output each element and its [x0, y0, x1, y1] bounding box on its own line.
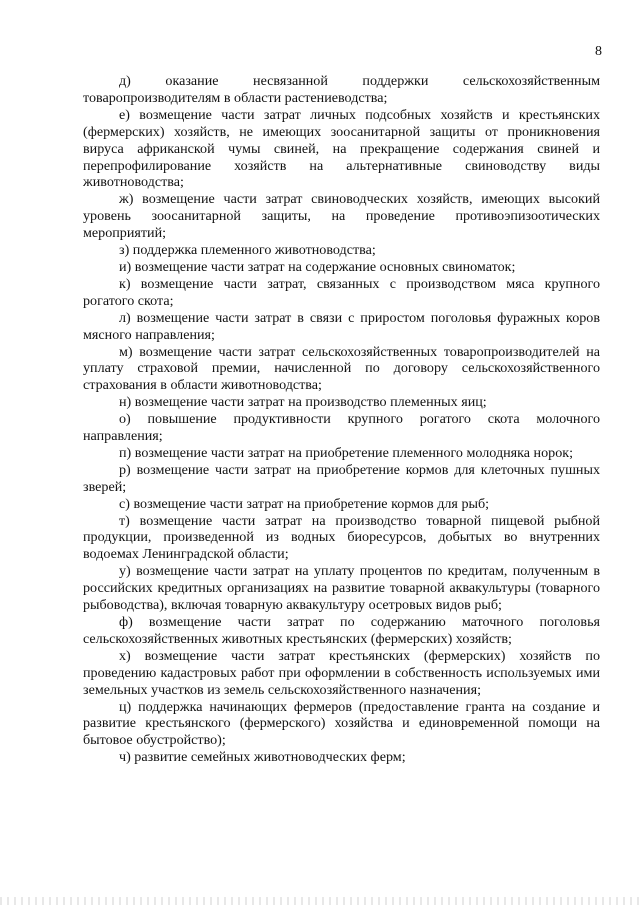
list-item-k: к) возмещение части затрат, связанных с производством мяса крупного рогатого скота;	[83, 275, 600, 309]
document-body	[83, 73, 600, 766]
list-item-zh: ж) возмещение части затрат свиноводческих хозяйств, имеющих высокий уровень зоосанитарной защиты, на проведение противоэпизоотических мероприятий;	[83, 191, 600, 242]
list-item-r: р) возмещение части затрат на приобретение кормов для клеточных пушных зверей;	[83, 461, 600, 495]
list-item-d: д) оказание несвязанной поддержки сельскохозяйственным товаропроизводителям в области растениеводства;	[83, 73, 600, 106]
list-item-u: у) возмещение части затрат на уплату процентов по кредитам, полученным в российских кредитных организациях на развитие товарной аквакультуры (товарного рыбоводства), включая товарную аквакультуру осетровых видов рыб;	[83, 563, 600, 614]
list-item-e: е) возмещение части затрат личных подсобных хозяйств и крестьянских (фермерских) хозяйств, не имеющих зоосанитарной защиты от проникновения вируса африканской чумы свиней, на прекращение содержания свиней и перепрофилирование хозяйств на альтернативные свиноводству виды животноводства;	[83, 106, 600, 191]
list-item-s: с) возмещение части затрат на приобретение кормов для рыб;	[119, 495, 490, 512]
list-item-l: л) возмещение части затрат в связи с приростом поголовья фуражных коров мясного направления;	[83, 309, 600, 343]
list-item-i: и) возмещение части затрат на содержание основных свиноматок;	[119, 258, 516, 275]
list-item-t: т) возмещение части затрат на производство товарной пищевой рыбной продукции, произведенной из водных биоресурсов, добытых во внутренних водоемах Ленинградской области;	[83, 512, 600, 563]
list-item-p: п) возмещение части затрат на приобретение племенного молодняка норок;	[119, 444, 574, 461]
page-number: 8	[595, 44, 602, 59]
list-item-ch: ч) развитие семейных животноводческих ферм;	[119, 749, 406, 766]
list-item-ts: ц) поддержка начинающих фермеров (предоставление гранта на создание и развитие крестьянского (фермерского) хозяйства и единовременной помощи на бытовое обустройство);	[83, 698, 600, 749]
list-item-o: о) повышение продуктивности крупного рогатого скота молочного направления;	[83, 411, 600, 445]
list-item-m: м) возмещение части затрат сельскохозяйственных товаропроизводителей на уплату страховой премии, начисленной по договору сельскохозяйственного страхования в области животноводства;	[83, 343, 600, 394]
scan-edge-artifact	[0, 897, 640, 905]
list-item-z: з) поддержка племенного животноводства;	[119, 242, 376, 259]
list-item-f: ф) возмещение части затрат по содержанию маточного поголовья сельскохозяйственных животных крестьянских (фермерских) хозяйств;	[83, 614, 600, 647]
list-item-kh: х) возмещение части затрат крестьянских (фермерских) хозяйств по проведению кадастровых работ при оформлении в собственность используемых ими земельных участков из земель сельскохозяйственного назначения;	[83, 647, 600, 698]
list-item-n: н) возмещение части затрат на производство племенных яиц;	[119, 394, 487, 411]
